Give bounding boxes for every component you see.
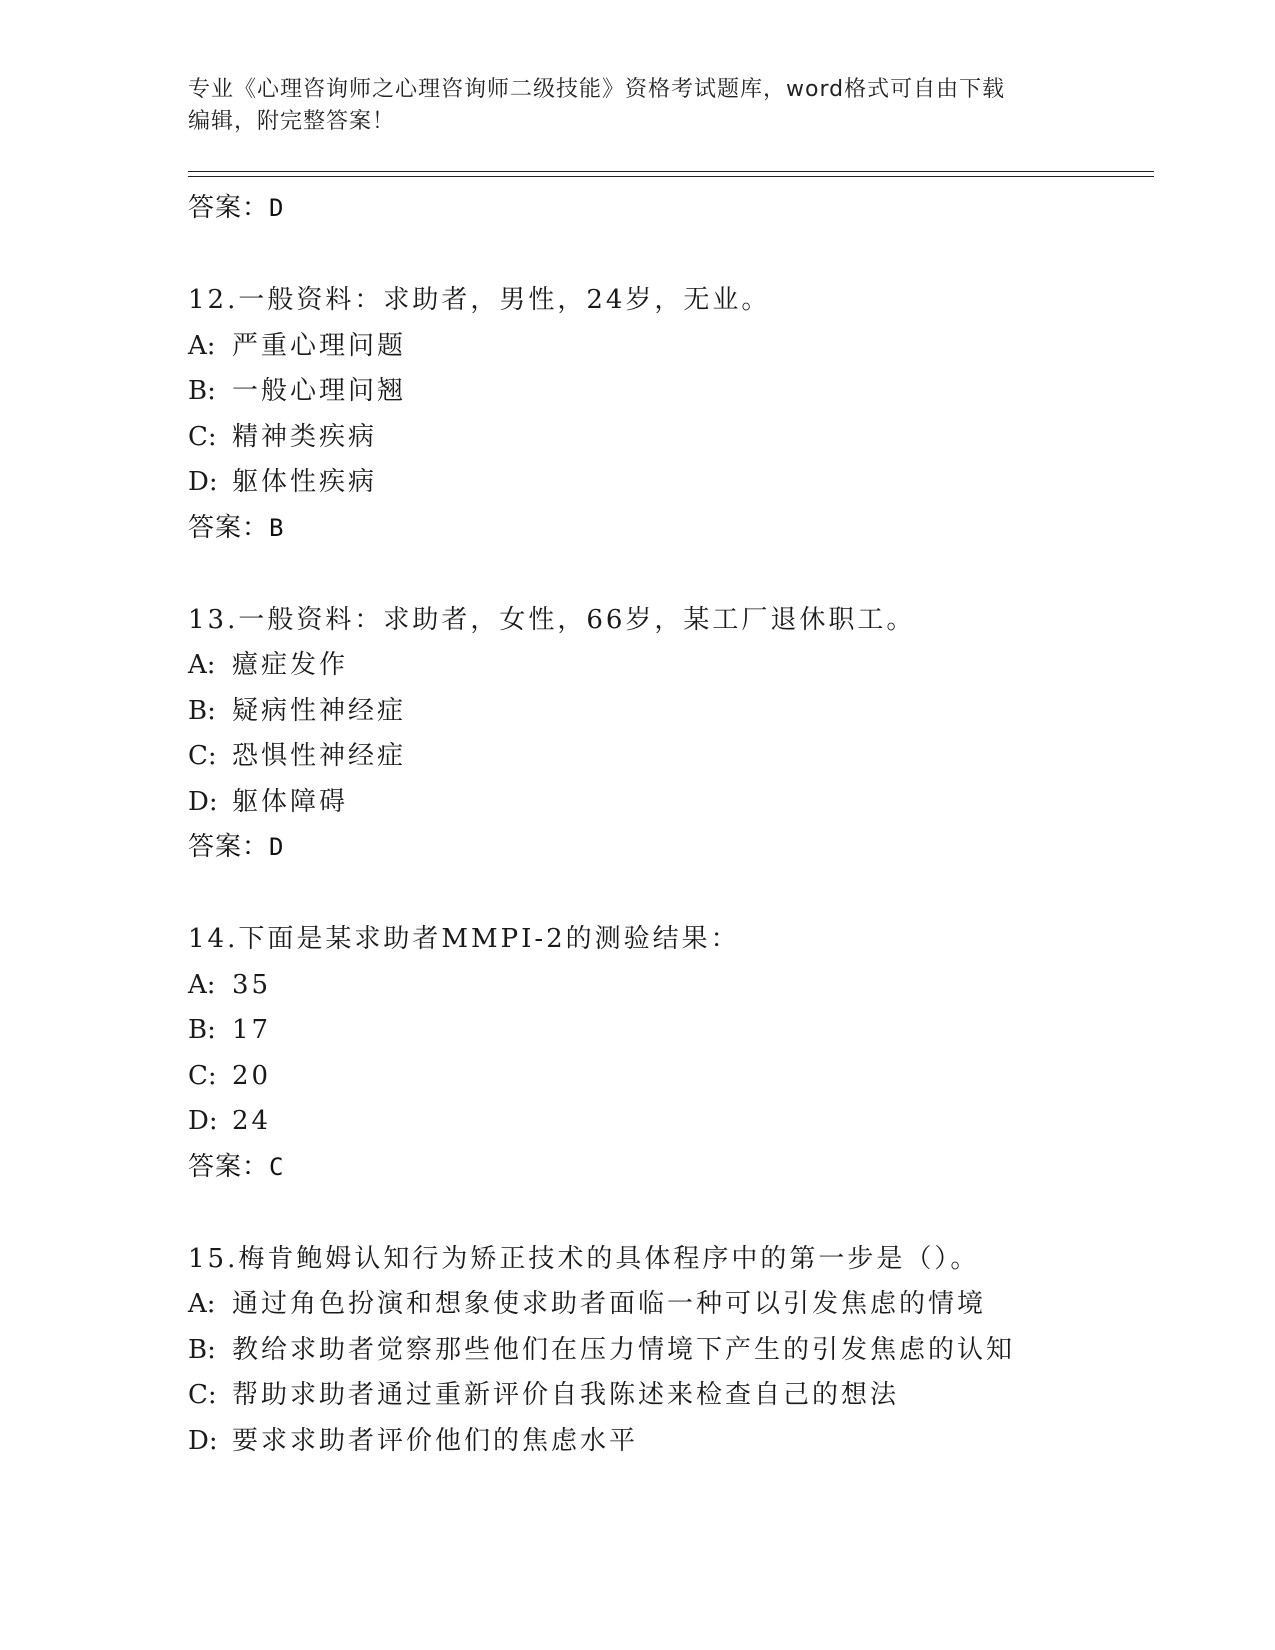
answer-value: B — [269, 513, 285, 542]
answer-line — [188, 186, 1154, 231]
option-key: C: — [188, 1060, 217, 1091]
option-text: 躯体障碍 — [232, 786, 349, 817]
option-c — [188, 734, 1154, 780]
option-text: 精神类疾病 — [232, 421, 378, 452]
header-divider-bottom — [188, 176, 1154, 177]
answer-line — [188, 506, 1154, 551]
option-text: 教给求助者觉察那些他们在压力情境下产生的引发焦虑的认知 — [232, 1334, 1016, 1365]
answer-label: 答案： — [188, 1151, 270, 1182]
option-key: A: — [188, 330, 216, 361]
option-key: B: — [188, 376, 216, 406]
header-line-1: 专业《心理咨询师之心理咨询师二级技能》资格考试题库，word格式可自由下载 — [188, 77, 1006, 102]
answer-value: D — [269, 194, 285, 222]
option-text: 躯体性疾病 — [232, 467, 378, 497]
option-key: C: — [188, 741, 217, 771]
option-d — [188, 460, 1154, 506]
answer-label: 答案： — [188, 193, 270, 223]
question-block — [188, 1237, 1154, 1465]
option-c — [188, 415, 1154, 461]
option-key: D: — [188, 1425, 218, 1456]
option-key: A: — [188, 1289, 216, 1319]
option-b — [188, 689, 1154, 735]
option-text: 通过角色扮演和想象使求助者面临一种可以引发焦虑的情境 — [232, 1289, 987, 1319]
option-key: C: — [188, 421, 217, 452]
answer-label: 答案： — [188, 832, 270, 862]
question-block — [188, 598, 1154, 871]
question-stem: 12.一般资料：求助者，男性，24岁，无业。 — [188, 285, 771, 315]
answer-value: C — [269, 1152, 285, 1181]
question-list — [188, 186, 1154, 1464]
option-a — [188, 643, 1154, 689]
option-b — [188, 1328, 1154, 1374]
header-divider-top — [188, 171, 1154, 172]
answer-label: 答案： — [188, 512, 270, 543]
question-stem: 15.梅肯鲍姆认知行为矫正技术的具体程序中的第一步是（）。 — [188, 1243, 980, 1274]
option-text: 20 — [232, 1060, 272, 1091]
option-key: B: — [188, 1015, 216, 1045]
answer-line — [188, 825, 1154, 870]
header-line-2: 编辑，附完整答案！ — [188, 109, 396, 134]
option-text: 24 — [232, 1106, 272, 1136]
option-key: A: — [188, 650, 216, 680]
option-d — [188, 1099, 1154, 1145]
option-c — [188, 1054, 1154, 1100]
option-b — [188, 1008, 1154, 1054]
option-a — [188, 963, 1154, 1009]
option-key: B: — [188, 1334, 216, 1365]
option-text: 癔症发作 — [232, 650, 349, 680]
option-key: D: — [188, 786, 218, 817]
document-header — [188, 74, 1088, 138]
option-text: 严重心理问题 — [232, 330, 407, 361]
question-stem: 14.下面是某求助者MMPI-2的测验结果： — [188, 924, 740, 954]
option-text: 一般心理问翘 — [232, 376, 407, 406]
option-key: B: — [188, 695, 216, 726]
option-d — [188, 1419, 1154, 1465]
answer-value: D — [269, 833, 285, 861]
question-block — [188, 278, 1154, 551]
option-key: D: — [188, 467, 218, 497]
question-stem: 13.一般资料：求助者，女性，66岁，某工厂退休职工。 — [188, 604, 916, 635]
question-block — [188, 917, 1154, 1190]
option-key: C: — [188, 1380, 217, 1410]
option-text: 恐惧性神经症 — [232, 741, 407, 771]
option-text: 疑病性神经症 — [232, 695, 407, 726]
option-text: 35 — [232, 969, 272, 1000]
option-b — [188, 369, 1154, 415]
option-text: 要求求助者评价他们的焦虑水平 — [232, 1425, 639, 1456]
option-text: 帮助求助者通过重新评价自我陈述来检查自己的想法 — [232, 1380, 900, 1410]
option-d — [188, 780, 1154, 826]
option-a — [188, 324, 1154, 370]
option-a — [188, 1282, 1154, 1328]
option-c — [188, 1373, 1154, 1419]
option-key: D: — [188, 1106, 218, 1136]
option-key: A: — [188, 969, 216, 1000]
answer-line — [188, 1145, 1154, 1190]
option-text: 17 — [232, 1015, 272, 1045]
